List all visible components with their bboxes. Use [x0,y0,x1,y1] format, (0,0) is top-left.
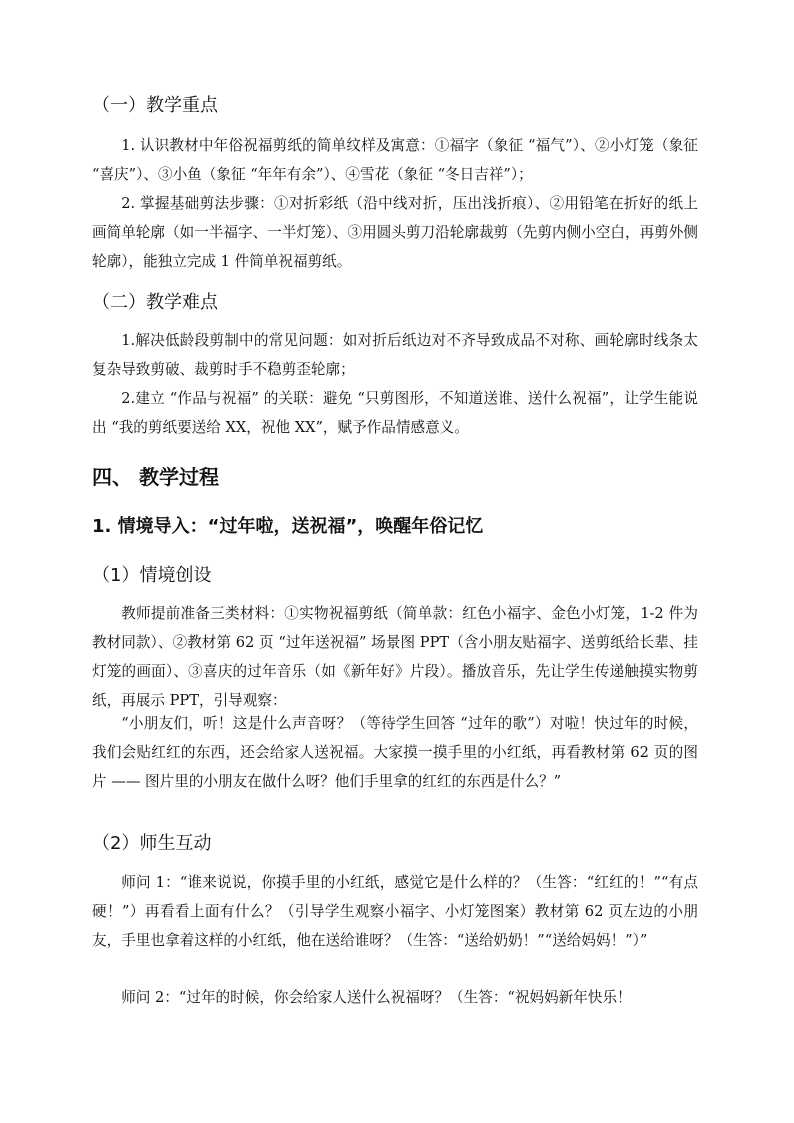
heading-scenario-setup: （1）情境创设 [92,565,212,586]
heading-teacher-student-interaction: （2）师生互动 [92,833,212,854]
heading-teaching-process: 四、 教学过程 [92,465,219,489]
paragraph-difficulty-2: 2.建立 “作品与祝福” 的关联：避免 “只剪图形，不知道送谁、送什么祝福”，让学生能说出 “我的剪纸要送给 XX，祝他 XX”，赋予作品情感意义。 [92,390,698,436]
paragraph-scenario-materials: 教师提前准备三类材料：①实物祝福剪纸（简单款：红色小福字、金色小灯笼，1-2 件为教材同款）、②教材第 62 页 “过年送祝福” 场景图 PPT（含小朋友贴福字、送剪纸给长辈、挂灯笼的画面）、③喜庆的过年音乐（如《新年好》片段）。播放音乐，先让学生传递触摸实物剪纸，再展示 PPT，引导观察： [92,605,698,709]
paragraph-teacher-question-2: 师问 2：“过年的时候，你会给家人送什么祝福呀？（生答：“祝妈妈新年快乐！ [121,989,632,1006]
paragraph-key-point-2: 2. 掌握基础剪法步骤：①对折彩纸（沿中线对折，压出浅折痕）、②用铅笔在折好的纸上画简单轮廓（如一半福字、一半灯笼）、③用圆头剪刀沿轮廓裁剪（先剪内侧小空白，再剪外侧轮廓），能独立完成 1 件简单祝福剪纸。 [92,195,698,270]
paragraph-teacher-quote: “小朋友们，听！这是什么声音呀？（等待学生回答 “过年的歌”）对啦！快过年的时候，我们会贴红红的东西，还会给家人送祝福。大家摸一摸手里的小红纸，再看教材第 62 页的图片 —— 图片里的小朋友在做什么呀？他们手里拿的红红的东西是什么？” [92,715,698,790]
paragraph-difficulty-1: 1.解决低龄段剪制中的常见问题：如对折后纸边对不齐导致成品不对称、画轮廓时线条太复杂导致剪破、裁剪时手不稳剪歪轮廓； [92,332,698,378]
heading-situation-intro: 1. 情境导入：“过年啦，送祝福”，唤醒年俗记忆 [92,516,484,537]
paragraph-key-point-1: 1. 认识教材中年俗祝福剪纸的简单纹样及寓意：①福字（象征 “福气”）、②小灯笼（象征 “喜庆”）、③小鱼（象征 “年年有余”）、④雪花（象征 “冬日吉祥”）； [92,137,698,183]
heading-teaching-key-points: （一）教学重点 [92,95,218,116]
heading-teaching-difficulties: （二）教学难点 [92,292,218,313]
paragraph-teacher-question-1: 师问 1：“谁来说说，你摸手里的小红纸，感觉它是什么样的？（生答：“红红的！”“有点硬！”）再看看上面有什么？（引导学生观察小福字、小灯笼图案）教材第 62 页左边的小朋友，手里也拿着这样的小红纸，他在送给谁呀？（生答：“送给奶奶！”“送给妈妈！”）” [92,874,698,949]
